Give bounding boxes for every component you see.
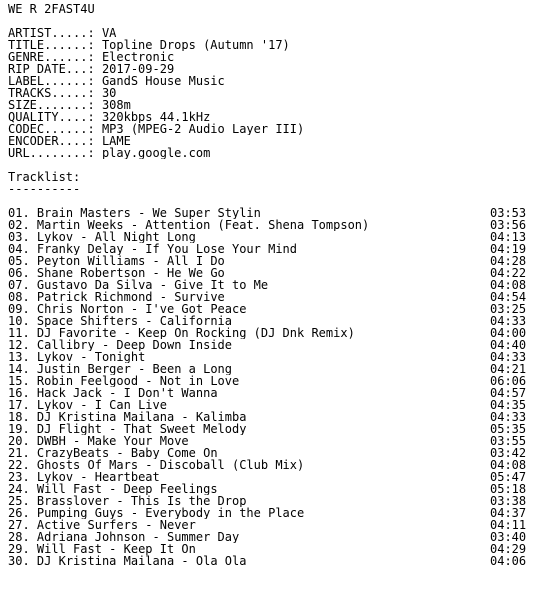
track-row <box>8 243 530 255</box>
track-duration: 04:37 <box>490 506 527 520</box>
track-row <box>8 219 530 231</box>
info-value: 308m <box>101 99 131 111</box>
track-row <box>8 459 530 471</box>
track-duration: 03:42 <box>490 446 527 460</box>
info-row <box>8 87 530 99</box>
track-title <box>8 555 490 567</box>
info-value: 30 <box>101 87 117 99</box>
track-number: 24. <box>8 483 30 495</box>
track-number: 12. <box>8 339 30 351</box>
info-row <box>8 99 530 111</box>
track-duration: 04:11 <box>490 518 527 532</box>
track-title <box>8 219 490 231</box>
track-row <box>8 375 530 387</box>
track-number: 09. <box>8 303 30 315</box>
track-name: Patrick Richmond - Survive <box>36 291 225 303</box>
info-key: URL........ <box>8 147 88 159</box>
track-title <box>8 399 490 411</box>
spacer <box>8 15 530 27</box>
track-title <box>8 327 490 339</box>
info-key: QUALITY.... <box>8 111 88 123</box>
tracklist-underline: ---------- <box>8 183 81 195</box>
track-row <box>8 483 530 495</box>
track-name: Brain Masters - We Super Stylin <box>36 207 261 219</box>
info-separator: : <box>87 63 102 75</box>
track-number: 16. <box>8 387 30 399</box>
track-row <box>8 411 530 423</box>
track-row <box>8 387 530 399</box>
track-title <box>8 387 490 399</box>
track-number: 19. <box>8 423 30 435</box>
track-row <box>8 339 530 351</box>
track-title <box>8 279 490 291</box>
track-title <box>8 543 490 555</box>
track-row <box>8 327 530 339</box>
track-name: Gustavo Da Silva - Give It to Me <box>36 279 269 291</box>
track-number: 26. <box>8 507 30 519</box>
track-name: Will Fast - Deep Feelings <box>36 483 218 495</box>
track-name: Chris Norton - I've Got Peace <box>36 303 247 315</box>
track-row <box>8 435 530 447</box>
track-row <box>8 507 530 519</box>
tracklist-heading: Tracklist: <box>8 171 81 183</box>
track-number: 11. <box>8 327 30 339</box>
track-duration: 04:08 <box>490 458 527 472</box>
info-value: play.google.com <box>101 147 211 159</box>
track-row <box>8 231 530 243</box>
track-name: DWBH - Make Your Move <box>36 435 189 447</box>
track-title <box>8 447 490 459</box>
track-number: 27. <box>8 519 30 531</box>
track-name: Hack Jack - I Don't Wanna <box>36 387 218 399</box>
info-value: Topline Drops (Autumn '17) <box>101 39 290 51</box>
track-number: 25. <box>8 495 30 507</box>
info-row <box>8 111 530 123</box>
track-number: 13. <box>8 351 30 363</box>
info-value: GandS House Music <box>101 75 225 87</box>
info-separator: : <box>87 111 102 123</box>
track-title <box>8 207 490 219</box>
track-duration: 04:54 <box>490 290 527 304</box>
info-value: Electronic <box>101 51 175 63</box>
track-row <box>8 207 530 219</box>
track-name: Space Shifters - California <box>36 315 232 327</box>
info-separator: : <box>87 39 102 51</box>
track-number: 28. <box>8 531 30 543</box>
info-key: CODEC...... <box>8 123 88 135</box>
track-number: 14. <box>8 363 30 375</box>
track-duration: 04:06 <box>490 554 527 568</box>
info-separator: : <box>87 135 102 147</box>
track-title <box>8 519 490 531</box>
track-name: Justin Berger - Been a Long <box>36 363 232 375</box>
track-duration: 05:18 <box>490 482 527 496</box>
track-name: Lykov - Heartbeat <box>36 471 160 483</box>
info-value: 320kbps 44.1kHz <box>101 111 211 123</box>
info-row <box>8 135 530 147</box>
track-row <box>8 363 530 375</box>
track-duration: 04:22 <box>490 266 527 280</box>
track-title <box>8 363 490 375</box>
info-row <box>8 75 530 87</box>
track-list <box>8 207 530 567</box>
spacer <box>8 159 530 171</box>
track-number: 04. <box>8 243 30 255</box>
info-separator: : <box>87 27 102 39</box>
info-separator: : <box>87 123 102 135</box>
track-row <box>8 531 530 543</box>
spacer <box>8 195 530 207</box>
track-row <box>8 267 530 279</box>
track-name: Pumping Guys - Everybody in the Place <box>36 507 305 519</box>
track-number: 20. <box>8 435 30 447</box>
info-separator: : <box>87 75 102 87</box>
track-number: 17. <box>8 399 30 411</box>
track-number: 23. <box>8 471 30 483</box>
info-value: 2017-09-29 <box>101 63 175 75</box>
track-title <box>8 267 490 279</box>
track-name: Robin Feelgood - Not in Love <box>36 375 240 387</box>
track-title <box>8 459 490 471</box>
track-name: Brasslover - This Is the Drop <box>36 495 247 507</box>
track-number: 07. <box>8 279 30 291</box>
track-row <box>8 555 530 567</box>
track-name: Will Fast - Keep It On <box>36 543 196 555</box>
info-row <box>8 63 530 75</box>
track-duration: 03:25 <box>490 302 527 316</box>
track-title <box>8 483 490 495</box>
track-number: 06. <box>8 267 30 279</box>
track-name: Franky Delay - If You Lose Your Mind <box>36 243 298 255</box>
track-duration: 03:38 <box>490 494 527 508</box>
track-row <box>8 495 530 507</box>
track-duration: 03:53 <box>490 206 527 220</box>
track-title <box>8 435 490 447</box>
track-row <box>8 279 530 291</box>
track-title <box>8 495 490 507</box>
info-separator: : <box>87 147 102 159</box>
track-title <box>8 339 490 351</box>
track-duration: 03:55 <box>490 434 527 448</box>
track-row <box>8 255 530 267</box>
track-duration: 04:19 <box>490 242 527 256</box>
track-name: Lykov - I Can Live <box>36 399 167 411</box>
track-duration: 04:33 <box>490 350 527 364</box>
info-separator: : <box>87 51 102 63</box>
info-row <box>8 27 530 39</box>
track-title <box>8 507 490 519</box>
track-number: 30. <box>8 555 30 567</box>
info-value: MP3 (MPEG-2 Audio Layer III) <box>101 123 305 135</box>
track-number: 21. <box>8 447 30 459</box>
track-name: DJ Kristina Mailana - Kalimba <box>36 411 247 423</box>
track-name: Peyton Williams - All I Do <box>36 255 225 267</box>
track-name: Ghosts Of Mars - Discoball (Club Mix) <box>36 459 305 471</box>
track-title <box>8 351 490 363</box>
track-row <box>8 291 530 303</box>
track-name: DJ Flight - That Sweet Melody <box>36 423 247 435</box>
track-name: Lykov - All Night Long <box>36 231 196 243</box>
track-title <box>8 315 490 327</box>
track-title <box>8 471 490 483</box>
info-key: GENRE...... <box>8 51 88 63</box>
track-number: 22. <box>8 459 30 471</box>
info-key: ARTIST..... <box>8 27 88 39</box>
track-number: 03. <box>8 231 30 243</box>
info-key: TITLE...... <box>8 39 88 51</box>
track-number: 29. <box>8 543 30 555</box>
info-row <box>8 147 530 159</box>
track-row <box>8 543 530 555</box>
track-duration: 04:57 <box>490 386 527 400</box>
track-row <box>8 303 530 315</box>
track-number: 10. <box>8 315 30 327</box>
track-name: CrazyBeats - Baby Come On <box>36 447 218 459</box>
track-title <box>8 531 490 543</box>
track-name: DJ Kristina Mailana - Ola Ola <box>36 555 247 567</box>
track-duration: 04:35 <box>490 398 527 412</box>
track-name: Martin Weeks - Attention (Feat. Shena Tompson) <box>36 219 370 231</box>
info-key: LABEL...... <box>8 75 88 87</box>
track-duration: 06:06 <box>490 374 527 388</box>
track-duration: 04:29 <box>490 542 527 556</box>
info-separator: : <box>87 87 102 99</box>
track-title <box>8 231 490 243</box>
track-row <box>8 471 530 483</box>
info-row <box>8 123 530 135</box>
track-number: 01. <box>8 207 30 219</box>
release-group-header: WE R 2FAST4U <box>8 3 95 15</box>
track-duration: 04:21 <box>490 362 527 376</box>
release-info-document <box>8 3 530 567</box>
track-name: DJ Favorite - Keep On Rocking (DJ Dnk Remix) <box>36 327 355 339</box>
track-number: 05. <box>8 255 30 267</box>
track-title <box>8 411 490 423</box>
track-row <box>8 315 530 327</box>
info-key: TRACKS..... <box>8 87 88 99</box>
track-duration: 03:56 <box>490 218 527 232</box>
track-name: Adriana Johnson - Summer Day <box>36 531 240 543</box>
info-row <box>8 39 530 51</box>
info-separator: : <box>87 99 102 111</box>
track-duration: 04:08 <box>490 278 527 292</box>
track-row <box>8 519 530 531</box>
track-duration: 04:33 <box>490 410 527 424</box>
track-duration: 05:47 <box>490 470 527 484</box>
track-duration: 04:33 <box>490 314 527 328</box>
track-duration: 04:40 <box>490 338 527 352</box>
info-value: VA <box>101 27 117 39</box>
track-row <box>8 447 530 459</box>
info-row <box>8 51 530 63</box>
track-title <box>8 375 490 387</box>
info-key: RIP DATE... <box>8 63 88 75</box>
track-title <box>8 423 490 435</box>
track-duration: 05:35 <box>490 422 527 436</box>
track-number: 02. <box>8 219 30 231</box>
track-title <box>8 303 490 315</box>
track-number: 15. <box>8 375 30 387</box>
info-value: LAME <box>101 135 131 147</box>
track-duration: 04:13 <box>490 230 527 244</box>
track-title <box>8 291 490 303</box>
track-row <box>8 399 530 411</box>
track-row <box>8 351 530 363</box>
track-name: Shane Robertson - He We Go <box>36 267 225 279</box>
track-name: Callibry - Deep Down Inside <box>36 339 232 351</box>
track-row <box>8 423 530 435</box>
track-number: 08. <box>8 291 30 303</box>
track-title <box>8 243 490 255</box>
info-key: ENCODER.... <box>8 135 88 147</box>
track-name: Active Surfers - Never <box>36 519 196 531</box>
info-key: SIZE....... <box>8 99 88 111</box>
release-info-block <box>8 27 530 159</box>
track-number: 18. <box>8 411 30 423</box>
track-duration: 04:28 <box>490 254 527 268</box>
track-title <box>8 255 490 267</box>
track-name: Lykov - Tonight <box>36 351 146 363</box>
track-duration: 04:00 <box>490 326 527 340</box>
track-duration: 03:40 <box>490 530 527 544</box>
